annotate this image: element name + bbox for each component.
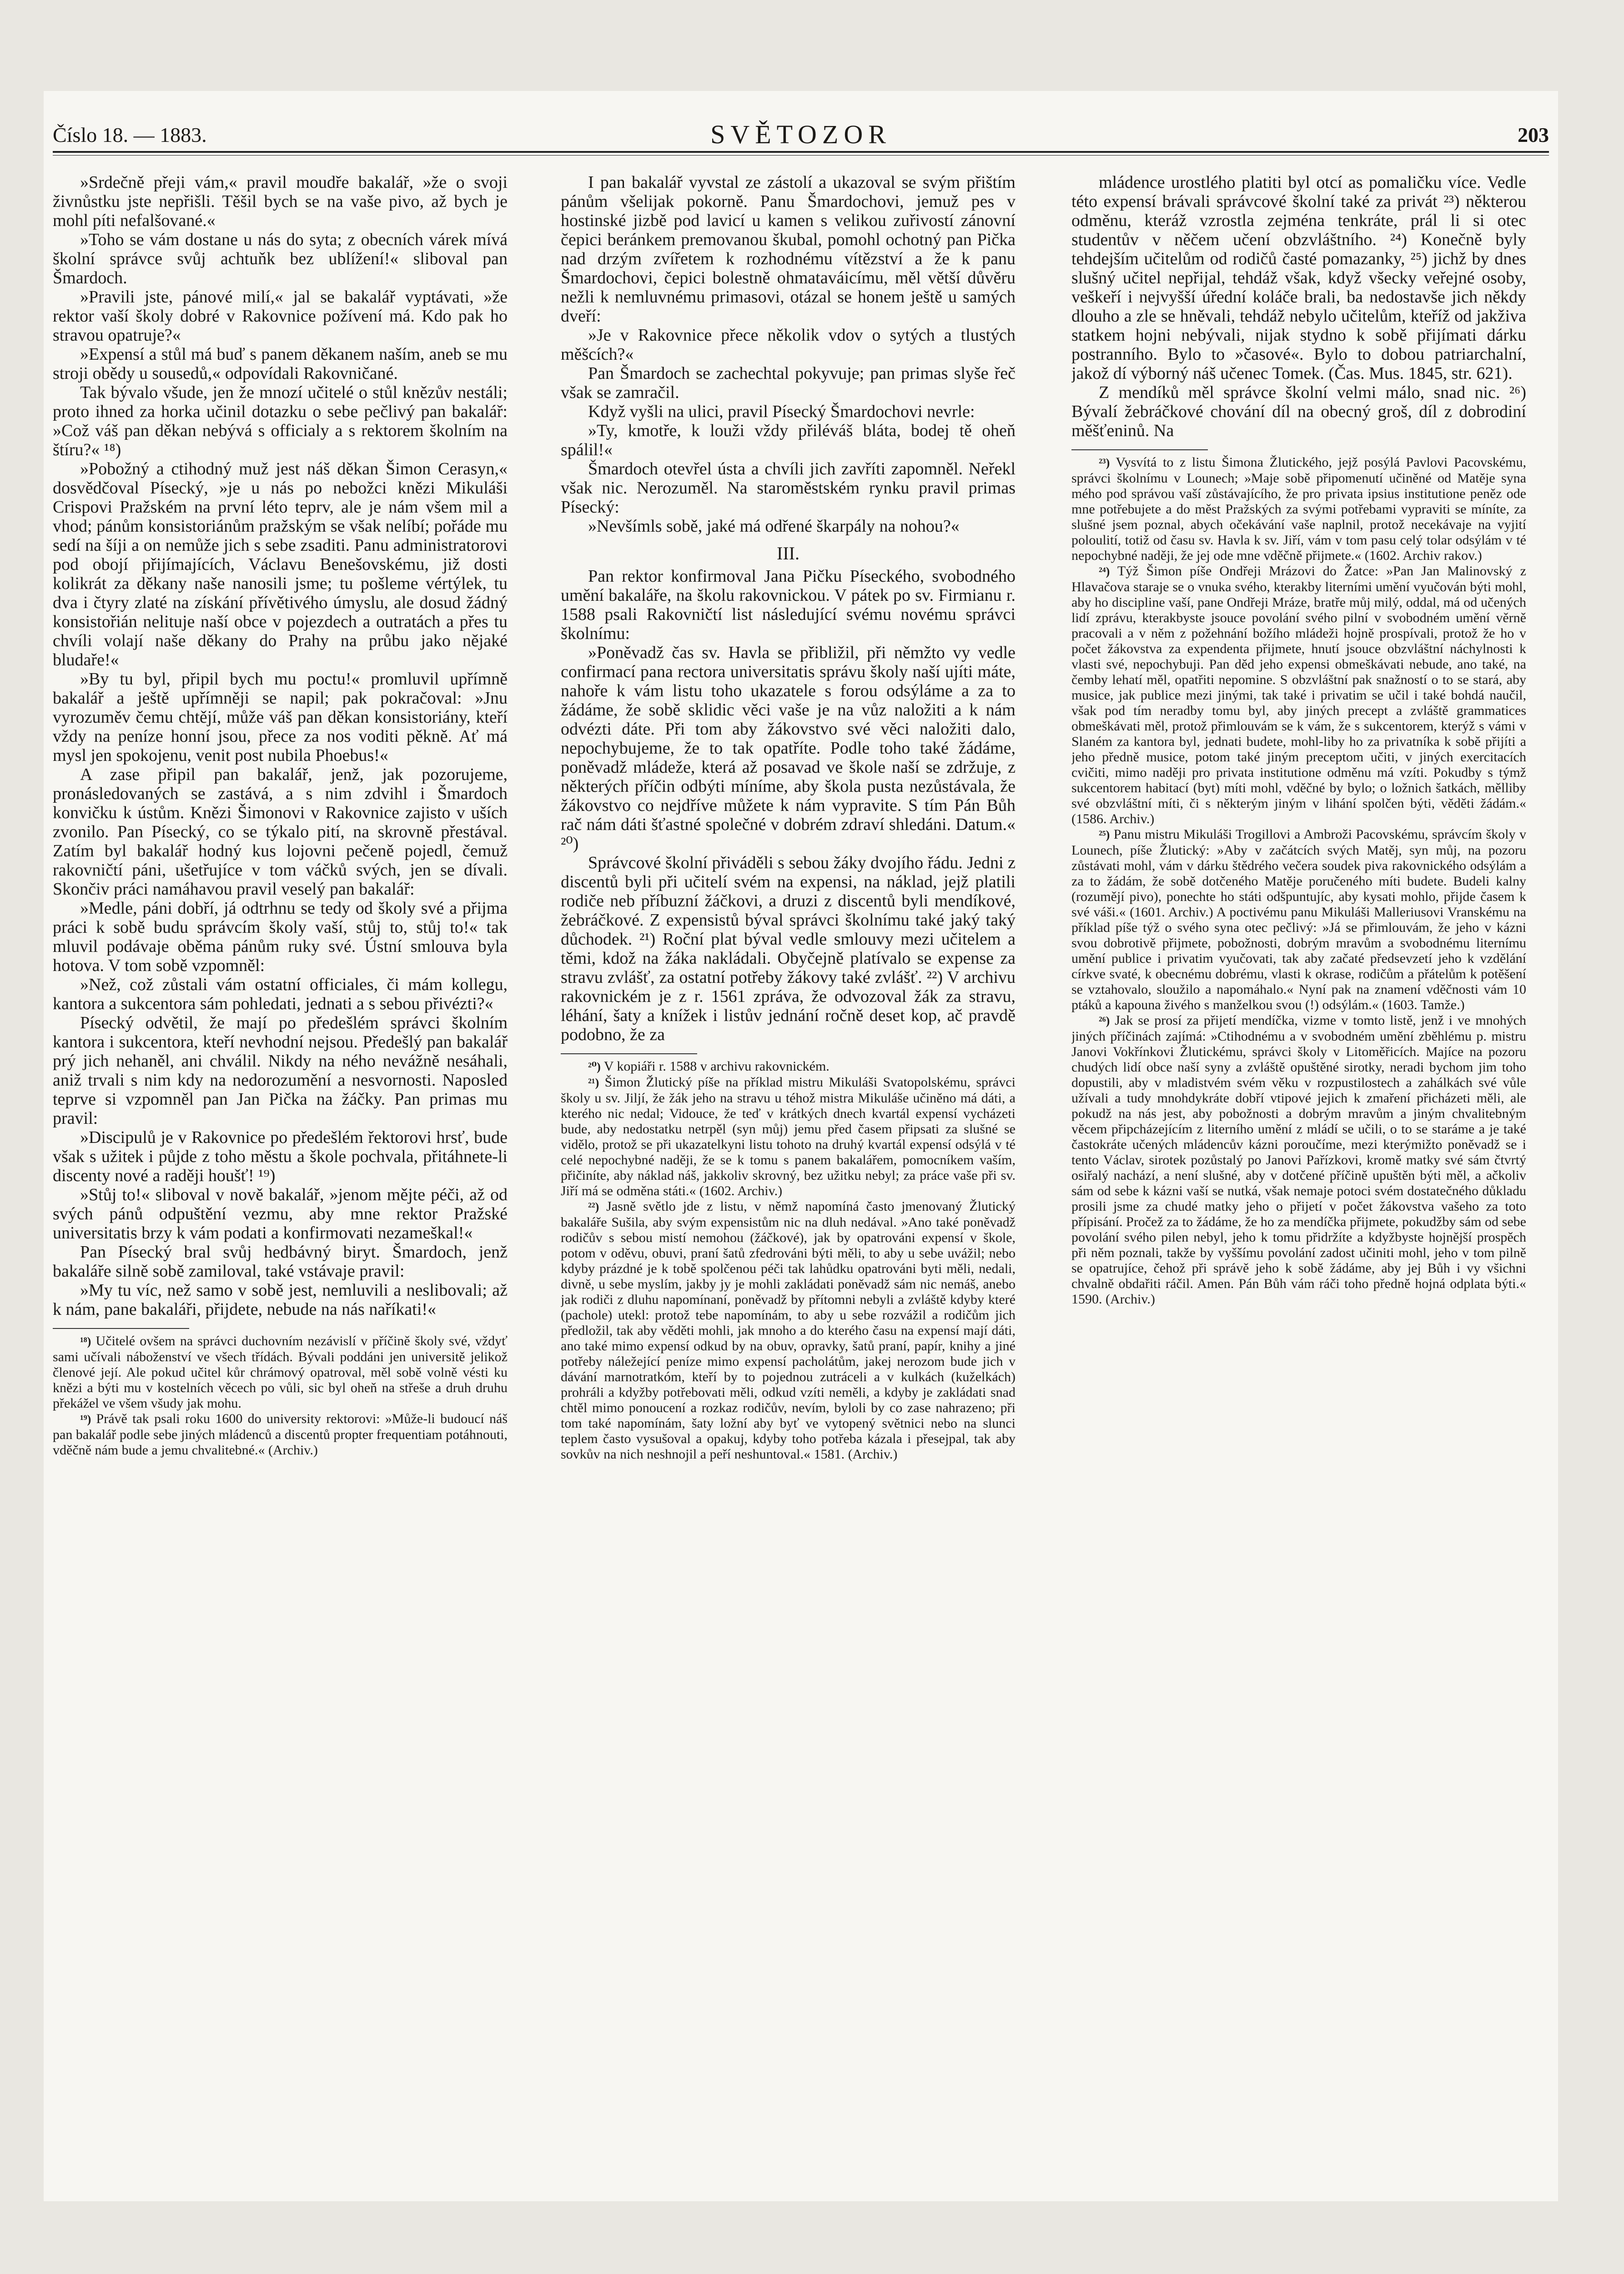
- paragraph: Když vyšli na ulici, pravil Písecký Šmardochovi nevrle:: [588, 402, 975, 421]
- paragraph: »Poněvadž čas sv. Havla se přibližil, při němžto vy vedle confirmací pana rectora universitatis správu školy naší ujíti máte, nahoře k vám listu toho ukazatele s forou odsýláme a za to žádáme, že sobě sklidic věci vaše je na vůz naložiti a k nám odvézti dáte. Při tom aby žákovstvo své věci naložiti dalo, nepochybujeme, že to tak opatříte. Podle toho také žádáme, poněvadž mládeže, která až posavad ve škole naší se zdržuje, z některých příčin odbýti míníme, aby škola pusta nezůstávala, že žákovstvo co nejdříve můžete k nám vypravite. S tím Pán Bůh rač nám dáti šťastné společné v dobrém zdraví shledáni. Datum.« ²⁰): [561, 643, 1016, 853]
- footnote-mark: ¹⁹): [80, 1413, 91, 1426]
- col1-footnotes: [53, 1333, 508, 1458]
- footnote: [1071, 1013, 1526, 1307]
- col1-body: [53, 173, 508, 1319]
- footnote-text: Šimon Žlutický píše na příklad mistru Mikuláši Svatopolskému, správci školy u sv. Jiljí, že žák jeho na stravu u téhož mistra Mikuláše učiněno má dáti, a kterého nic nedal; Vidouce, že teď v krátkých dnech kvartál expensí vycházeti bude, aby nedostatku netrpěl (syn můj) jemu před časem připsati za slušné se vidělo, protož se při ukazatelkyni listu tohoto na druhý kvartál expensí odsýlá v té celé nepochybné naději, že se k tomu s panem bakalářem, pomocníkem vaším, přičiníte, aby náklad náš, jakkoliv skrovný, bez užitku nebyl; za práce vaše při sv. Jiří má se odměna státi.« (1602. Archiv.): [561, 1075, 1016, 1198]
- section-heading: III.: [777, 543, 799, 563]
- footnote-text: Panu mistru Mikuláši Trogillovi a Ambroži Pacovskému, správcím školy v Lounech, píše Žlutický: »Aby v začátcích svých Matěj, syn můj, na pozoru zůstávati mohl, vám v dárku štědrého večera soudek piva rakovnického odsýlám a za to žádám, že sobě dotčeného Matěje poručeného míti budete. Budeli kalny (rozumějí pivo), ponechte ho státi odšpuntujíc, aby kysati mohlo, přijde časem k své váši.« (1601. Archiv.) A poctivému panu Mikuláši Malleriusovi Vranskému na příklad píše týž o svého syna otec pečlivý: »Já se přimlouvám, že jeho v kázni svou dobrotivě přijmete, pobožnosti, dobrým mravům a svobodnému liternímu umění publice i privatim vyučovati, tak aby začaté předsevzetí jeho k vzdělání církve svaté, k obecnému dobrému, vlasti k okrase, rodičům a přátelům k potěšení se vztahovalo, sloužilo a napomáhalo.« Nyní pak na znamení vděčnosti vám 10 ptáků a kapouna živého s manželkou svou (!) odsýlám.« (1603. Tamže.): [1071, 827, 1526, 1012]
- footnote-mark: ²²): [588, 1200, 599, 1213]
- footnote: [1071, 455, 1526, 563]
- paragraph: »Discipulů je v Rakovnice po předešlém řektorovi hrsť, bude však s užitek i půjde z toho městu a škole pochvala, přitáhnete-li discenty nové a raději houšť! ¹⁹): [53, 1128, 508, 1185]
- paragraph: »Stůj to!« sliboval v nově bakalář, »jenom mějte péči, až od svých pánů odpuštění vezmu, aby mne rektor Pražské universitatis brzy k vám podati a konfirmovati nezameškal!«: [53, 1185, 508, 1243]
- footnote-text: Právě tak psali roku 1600 do university rektorovi: »Může-li budoucí náš pan bakalář podle sebe jiných mládenců a discentů propter frequentiam potáhnouti, vděčně nám bude a jemu chvalitebné.« (Archiv.): [53, 1411, 508, 1458]
- footnote-mark: ²⁶): [1099, 1014, 1110, 1027]
- paragraph: »Expensí a stůl má buď s panem děkanem naším, aneb se mu stroji obědy u sousedů,« odpovídali Rakovničané.: [53, 345, 508, 383]
- issue-number: Číslo 18. — 1883.: [53, 123, 207, 146]
- page-number: 203: [1518, 123, 1549, 146]
- column-2: [561, 173, 1016, 2183]
- paragraph: Pan Písecký bral svůj hedbávný biryt. Šmardoch, jenž bakaláře silně sobě zamiloval, také vstávaje pravil:: [53, 1243, 508, 1281]
- paragraph: »Je v Rakovnice přece několik vdov o sytých a tlustých měšcích?«: [561, 326, 1016, 364]
- col2-body-continued: [561, 567, 1016, 1044]
- col2-footnotes: [561, 1059, 1016, 1462]
- footnote-text: Učitelé ovšem na správci duchovním nezávislí v příčině školy své, vždyť sami učívali náboženství ve všech třídách. Bývali poddáni jen universitě jelikož členové její. Ale pokud učitel kůr chrámový opatroval, měl sobě volně vésti ku knězi a býti mu v kostelních věcech po vůli, sic byl oheň na střeše a druh druhu překážel ve všem všudy jak mohu.: [53, 1333, 508, 1411]
- footnote-mark: ¹⁸): [80, 1335, 91, 1348]
- footnote-rule: [1071, 449, 1208, 450]
- paragraph: »Toho se vám dostane u nás do syta; z obecních várek mívá školní správce svůj achtuňk bez ublížení!« sliboval pan Šmardoch.: [53, 230, 508, 287]
- page-header: [53, 119, 1549, 151]
- footnote-mark: ²¹): [588, 1076, 599, 1089]
- paragraph: Šmardoch otevřel ústa a chvíli jich zavříti zapomněl. Neřekl však nic. Nerozuměl. Na staroměstském rynku pravil primas Písecký:: [561, 459, 1016, 517]
- paragraph: »Srdečně přeji vám,« pravil moudře bakalář, »že o svoji živnůstku jste nepřišli. Těšil bych se na vaše pivo, až bych je mohl píti nefalšované.«: [53, 173, 508, 230]
- footnote: [53, 1411, 508, 1458]
- paragraph: »Pobožný a ctihodný muž jest náš děkan Šimon Cerasyn,« dosvědčoval Písecký, »je u nás po nebožci knězi Mikuláši Crispovi Pražském na první léto teprv, ale je nám všem mil a vhod; pánům konsistoriánům pražským se však nelíbí; pořáde mu sedí na šíji a on nemůže jich s sebe zsaditi. Panu administratorovi pod obojí přijímajících, Václavu Benešovskému, již dosti kolikrát za děkany naše nanosili jsme; tu pošleme vértýlek, tu dva i čtyry zlaté na získání přívětivého úmyslu, ale dosud žádný konsistořián nelituje naší obce v pojezdech a outratách a přes tu chvíli volají naše děkany do Prahy na průbu jako nějaké bludaře!«: [53, 459, 508, 669]
- paragraph: »Medle, páni dobří, já odtrhnu se tedy od školy své a přijma práci k sobě budu správcím školy vaší, stůj to, stůj to!« tak mluvil podávaje oběma pánům ruky své. Ústní smlouva byla hotova. V tom sobě vzpomněl:: [53, 899, 508, 975]
- footnote: [561, 1075, 1016, 1199]
- footnote-text: Jasně světlo jde z listu, v němž napomíná často jmenovaný Žlutický bakaláře Sušila, aby svým expensistům nic na dluh nedával. »Ano také poněvadž rodičův s sebou mistí nemohou (žáčkové), jak by opatrováni expensí v škole, potom v oděvu, obuvi, praní šatů zfedrováni býti měli, to aby u sebe uvážil; nebo kdyby prázdné je k tobě spolčenou péči tak lahůdku opatrováni byti měli, nedali, divně, u sebe myslím, jakby jy je mohli zakládati poněvadž sám nic nemáš, anebo jak rodiči z dluhu napomínaní, poněvadž by přítomni nebyli a zvláště kdyby které (pachole) utekl: protož tebe napomínám, to aby u sebe rozvážil a rodičům jich předložil, tak aby věděti mohli, jak mnoho a do kterého času na expensí mají dáti, ano také mimo expensí odkud by na obuv, opravky, šatů praní, papír, knihy a jiné potřeby náležející peníze mimo expensí pacholátům, jakej nerozom bude jich v dávání marnotratkóm, kteří by to pojednou zutráceli a v kulkách (kuželkách) prohráli a kdyžby potřebovati měli, odkud vzíti neměli, a kdyby je zakládati snad chtěl mimo ponoucení a rozkaz rodičův, nevím, byloli by co zase nahrazeno; při tom také napomínám, šaty ložní aby byť ve vytopený světnici nebo na slunci teplem často vysušoval a opakuj, kdyby toho potřeba kázala i přesejpal, tak aby sovkův na nich neshnojil a peří neshuntoval.« 1581. (Archiv.): [561, 1199, 1016, 1462]
- footnote-mark: ²⁵): [1099, 828, 1110, 841]
- column-3: [1071, 173, 1526, 2183]
- paragraph: A zase připil pan bakalář, jenž, jak pozorujeme, pronásledovaných se zastává, a s nim zdvihl i Šmardoch konvičku k ústům. Knězi Šimonovi v Rakovnice zajisto v uších zvonilo. Pan Písecký, co se týkalo pití, na skrovně přestával. Zatím byl bakalář hodný kus lojovni pečeně pojedl, čemuž rakovničtí páni, ušetřujíce v tom váčků svých, jen se dívali. Skončiv práci namáhavou pravil veselý pan bakalář:: [53, 765, 508, 899]
- column-1: [53, 173, 508, 2183]
- paragraph: Správcové školní přiváděli s sebou žáky dvojího řádu. Jedni z discentů byli při učitelí svém na expensi, na náklad, jejž platili rodiče neb příbuzní žáčkovi, a druzi z discentů byli mendíkové, žebráčkové. Z expensistů býval správci školnímu také jaký taký důchodek. ²¹) Roční plat býval vedle smlouvy mezi učitelem a těmi, kdož na žáka nakládali. Obyčejně platívalo se expense za stravu zvlášť, za ostatní potřeby žákovy také zvlášť. ²²) V archivu rakovnickém je z r. 1561 zpráva, že odvozoval žák za stravu, léhání, šaty a knížek i listův jednání ročně deset kop, ač pravdě podobno, že za: [561, 853, 1016, 1044]
- footnote-mark: ²³): [1099, 456, 1110, 469]
- paragraph: Písecký odvětil, že mají po předešlém správci školním kantora i sukcentora, kteří nevhodní nejsou. Předešlý pan bakalář prý jich nehaněl, ani chválil. Nikdy na ného nevážně nesáhali, aniž trvali s nim kdy na nedorozumění a nesvornosti. Naposled teprve si vzpomněl pan Jan Pička na žáčky. Pan primas mu pravil:: [53, 1013, 508, 1128]
- masthead-title: SVĚTOZOR: [710, 120, 891, 149]
- footnote-text: Týž Šimon píše Ondřeji Mrázovi do Žatce: »Pan Jan Malinovský z Hlavačova staraje se o vnuka svého, kterakby literními umění vyučován býti mohl, aby ho discipline vaší, pane Ondřeji Mráze, bratře můj milý, oddal, má od učených lidí zprávu, kterakbyste jsouce povolání svého pilní v svobodném umění věrně pracovali a v něm z požehnání božího mládeži hojně prospívali, protož že ho v počet žákovstva za expendenta přijmete, hnutí jsouce obzvláštní náchylnosti k vlasti své, nepochybuji. Pan děd jeho expensi obmeškávati nebude, ano také, na čemby lehatí měl, opatřiti nepomine. S obzvláštní pak snažností o to se stará, aby musice, jak publice mezi jinými, tak také i privatim se učil i také bohdá naučil, však pod tím neradby tomu byl, aby jiných precept a zvláště grammatices obmeškávati měl, protož přimlouvám se k vám, že s sukcentorem, kterýž s vámi v Slaném za kantora byl, jednati budete, mohl-liby ho za privatníka k sobě přijíti a jeho předně musice, potom také jiným preceptom učiti, v jiných exercitacích cvičiti, mimo naději pro privata institutione odměnu má vzíti. Pokudby s týmž sukcentorem habitací (byt) míti mohl, vděčné by bylo; o ložnich šatkách, mělliby své obzvláštní míti, či s některým jiným v lihání spolčen býti, věděti žádám.« (1586. Archiv.): [1071, 563, 1526, 826]
- paragraph: »Než, což zůstali vám ostatní officiales, či mám kollegu, kantora a sukcentora sám pohledati, jednati a s sebou přivézti?«: [53, 975, 508, 1013]
- paragraph: Pan rektor konfirmoval Jana Pičku Píseckého, svobodného umění bakaláře, na školu rakovnickou. V pátek po sv. Firmianu r. 1588 psali Rakovničtí list následující svému novému správci školnímu:: [561, 567, 1016, 643]
- footnote: [53, 1333, 508, 1411]
- paragraph: Z mendíků měl správce školní velmi málo, snad nic. ²⁶) Bývalí žebráčkové chování díl na obecný groš, díl z dobrodiní měšťeninů. Na: [1071, 383, 1526, 440]
- footnote-text: Vysvítá to z listu Šimona Žlutického, jejž posýlá Pavlovi Pacovskému, správci školnímu v Lounech; »Maje sobě připomenutí učiněné od Matěje syna mého pod správou vaší zůstávajícího, že pro privata ipsius institutione peněz ode mne potřebujete a do měst Pražských za svými potřebami vypraviti se míníte, za slušné jsem poznal, abych očekávání vaše naplnil, protož necekávaje na vyjití poloulití, totiž od času sv. Havla k sv. Jiří, vám v tom pasu celý tolar odsýlám v té nepochybné naději, že jej ode mne vděčně přijmete.« (1602. Archiv rakov.): [1071, 455, 1526, 563]
- paragraph: »Ty, kmotře, k louži vždy přiléváš bláta, bodej tě oheň spálil!«: [561, 421, 1016, 459]
- paragraph: »By tu byl, připil bych mu poctu!« promluvil upřímně bakalář a ještě upřímněji se napil; pak pokračoval: »Jnu vyrozuměv čemu chtějí, může váš pan děkan konsistoriány, kteří vždy na peníze honní jsou, přece za nos voditi pěkně. Ať má mysl jen spokojenu, venit post nubila Phoebus!«: [53, 669, 508, 765]
- paragraph: mládence urostlého platiti byl otcí as pomaličku více. Vedle této expensí brávali správcové školní také za privát ²³) některou odměnu, kteráž vzrostla zejména tenkráte, prál li si otec studentův v něčem učení obzvláštního. ²⁴) Konečně byly tehdejším učitelům od rodičů časté pomazanky, ²⁵) jichž by dnes slušný učitel nepřijal, tehdáž však, když všecky veřejné osoby, veškeří i nejvyšší úřední koláče brali, ba nedostavše jich někdy dlouho a zle se hněvali, tehdáž nebylo učitelům, kteříž od jakživa statkem hojni nebývali, nijak stydno k sobě přijímati dárku postranního. Bylo to »časové«. Bylo to dobou patriarchalní, jakož dí výborný náš učenec Tomek. (Čas. Mus. 1845, str. 621).: [1071, 173, 1526, 383]
- paragraph: Pan Šmardoch se zachechtal pokyvuje; pan primas slyše řeč však se zamračil.: [561, 364, 1016, 402]
- paragraph: Tak bývalo všude, jen že mnozí učitelé o stůl knězův nestáli; proto ihned za horka učinil dotazku o sebe pečlivý pan bakalář: »Což váš pan děkan nebývá s officialy a s rektorem školním na štíru?« ¹⁸): [53, 383, 508, 459]
- footnote: [1071, 827, 1526, 1013]
- footnote-mark: ²⁰): [588, 1060, 601, 1073]
- col2-body: [561, 173, 1016, 536]
- footnote: [561, 1199, 1016, 1462]
- footnote: [1071, 563, 1526, 827]
- paragraph: »My tu víc, než samo v sobě jest, nemluvili a neslibovali; až k nám, pane bakaláři, přijdete, nebude na nás naříkati!«: [53, 1281, 508, 1319]
- header-rule: [53, 151, 1549, 156]
- footnote-mark: ²⁴): [1099, 565, 1110, 578]
- paragraph: »Pravili jste, pánové milí,« jal se bakalář vyptávati, »že rektor vaší školy dobré v Rakovnice požívení má. Kdo pak ho stravou opatruje?«: [53, 287, 508, 345]
- footnote: [561, 1059, 1016, 1075]
- newspaper-page: [44, 91, 1558, 2201]
- col3-footnotes: [1071, 455, 1526, 1307]
- footnote-rule: [561, 1053, 697, 1054]
- footnote-text: V kopiáři r. 1588 v archivu rakovnickém.: [603, 1059, 830, 1074]
- footnote-rule: [53, 1328, 189, 1329]
- paragraph: I pan bakalář vyvstal ze zástolí a ukazoval se svým přištím pánům všelijak pokorně. Panu Šmardochovi, jemuž pes v hostinské jizbě pod lavicí u kamen s velikou zuřivostí zánovní čepici beránkem premovanou škubal, pomohl ochotný pan Pička nad drzým zvířetem k rozhodnému vítězství a že k panu Šmardochovi, čepici bolestně ohmataváicímu, měl větší důvěru nežli k nemluvnému primasovi, otázal se honem ještě u samých dveří:: [561, 173, 1016, 326]
- footnote-text: Jak se prosí za přijetí mendíčka, vizme v tomto listě, jenž i ve mnohých jiných příčinách zajímá: »Ctihodnému a v svobodném umění zběhlému p. mistru Janovi Vokřínkovi Žlutickému, správci školy v Litoměřicích. Majíce na pozoru chudých lidí obce naší syny a zvláště opuštěné sirotky, neradi bychom jim toho dopustili, aby v mladistvém svém věku v rozpustilostech a zahálkách své vůle užívali a tudy mnohdykráte dobří vtipové jejich k zmaření přicházeti měli, ale pokudž na nás jest, aby pobožnosti a dobrým mravům a jiným chvalitebným věcem připcházejícím z literního umění z mládí se učili, o to se staráme a je také častokráte učených mládencův kázni poroučíme, mezi kterýmižto poněvadž se i tento Václav, sirotek pozůstalý po Janovi Pařízkovi, kromě matky své sám čtvrtý osiřalý nachází, a není slušné, aby v dotčené příčině upuštěn býti měl, a ačkoliv sám od sebe k kázni vaší se nutká, však nemaje potoci svém dostatečného důkladu prosili jsme za chudé matky jeho o přijetí v počet žákovstva vašeho za toto přípisání. Pročež za to žádáme, že ho za mendíčka přijmete, pokudžby sám od sebe povolání svého pilen nebyl, jeho k tomu přidržíte a kdyžbyste hojnější prospěch při něm poznali, takže by vyššímu povolání zadost učiniti mohl, jeho v tom pilně se opatrujíce, čehož při správě jeho k sobě žádáme, aby jej Bůh i vy všichni chvalně obdařiti ráčil. Amen. Pán Bůh vám ráči toho předně hojná odplata býti.« 1590. (Archiv.): [1071, 1013, 1526, 1307]
- paragraph: »Nevšímls sobě, jaké má odřené škarpály na nohou?«: [588, 517, 960, 536]
- col3-body: [1071, 173, 1526, 440]
